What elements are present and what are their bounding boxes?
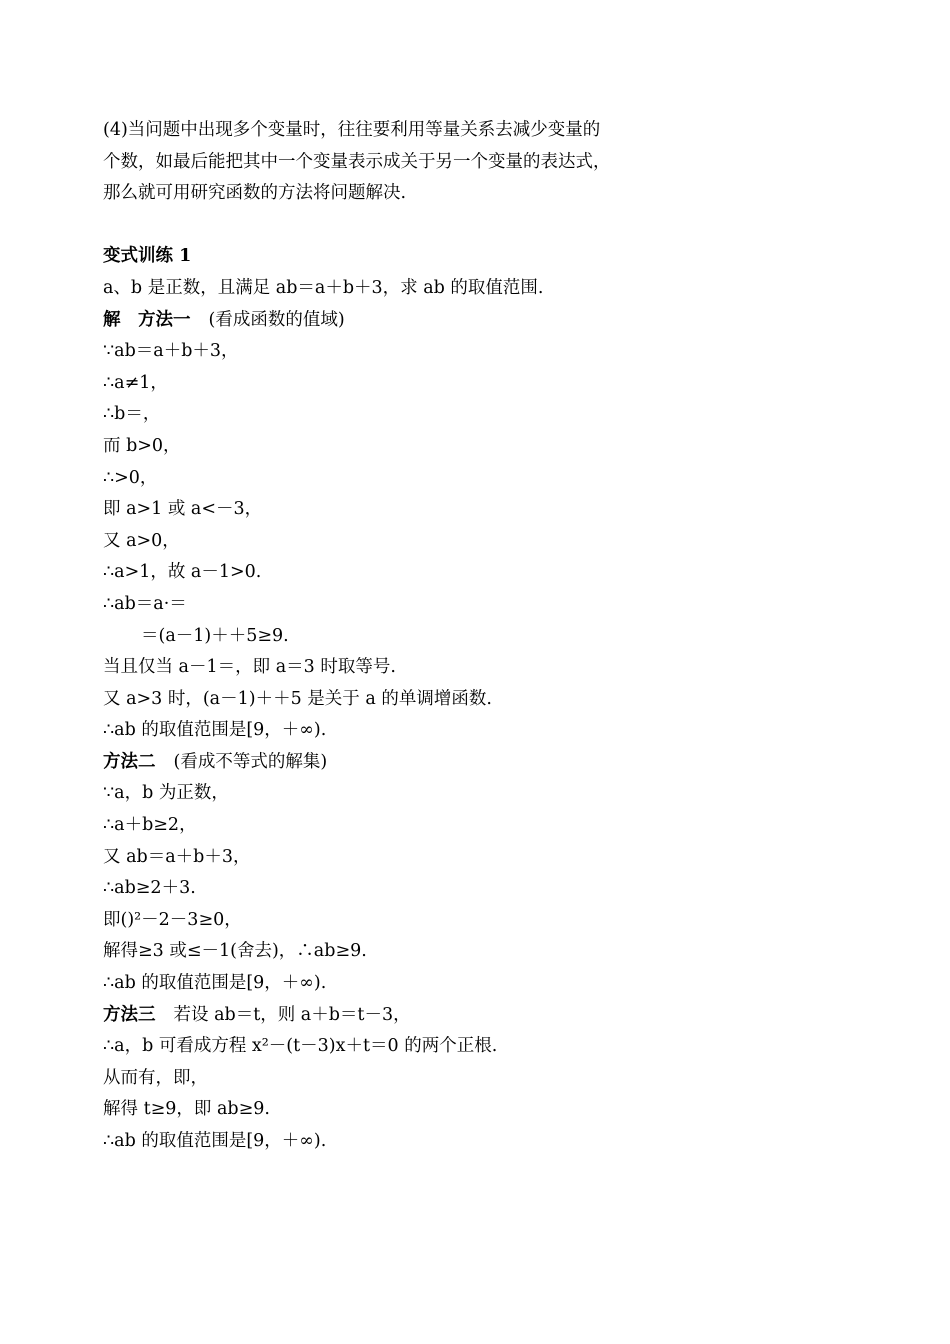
method2-line: ∵a，b 为正数， xyxy=(103,783,229,804)
method1-line: 即 a>1 或 a<－3， xyxy=(103,499,263,520)
method1-label: 解 方法一 xyxy=(103,309,191,330)
method2-note: (看成不等式的解集) xyxy=(173,751,328,772)
method1-note: (看成函数的值域) xyxy=(208,309,345,330)
method1-line: 而 b>0， xyxy=(103,435,181,456)
method1-line: ∴b＝， xyxy=(103,404,161,425)
method3-header xyxy=(103,1000,663,1032)
method3-label: 方法三 xyxy=(103,1004,156,1025)
paragraph-line-2: 个数，如最后能把其中一个变量表示成关于另一个变量的表达式， xyxy=(103,151,611,172)
method3-line: ∴a，b 可看成方程 x²－(t－3)x＋t＝0 的两个正根. xyxy=(103,1036,498,1057)
method1-line: 当且仅当 a－1＝，即 a＝3 时取等号. xyxy=(103,657,396,678)
method1-line: ∴ab 的取值范围是[9，＋∞). xyxy=(103,720,327,741)
method2-line: ∴ab≥2＋3. xyxy=(103,878,196,899)
method1-line: ∴>0， xyxy=(103,467,158,488)
method1-line: ∵ab＝a＋b＋3， xyxy=(103,341,239,362)
paragraph-line-1: (4)当问题中出现多个变量时，往往要利用等量关系去减少变量的 xyxy=(103,120,601,140)
method2-line: ∴ab 的取值范围是[9，＋∞). xyxy=(103,973,327,994)
method2-line: ∴a＋b≥2， xyxy=(103,815,197,836)
method2-line: 又 ab＝a＋b＋3， xyxy=(103,846,251,867)
method2-label: 方法二 xyxy=(103,751,156,772)
method2-line: 解得≥3 或≤－1(舍去)，∴ab≥9. xyxy=(103,941,367,962)
exercise-heading: 变式训练 1 xyxy=(103,246,192,267)
method1-line: 又 a>0， xyxy=(103,530,180,551)
method2-line: 即()²－2－3≥0， xyxy=(103,909,242,930)
document-page xyxy=(103,115,663,1158)
method3-note: 若设 ab＝t，则 a＋b＝t－3， xyxy=(173,1004,411,1025)
paragraph-line-3: 那么就可用研究函数的方法将问题解决. xyxy=(103,183,407,204)
method1-line: 又 a>3 时，(a－1)＋＋5 是关于 a 的单调增函数. xyxy=(103,688,492,709)
method2-header xyxy=(103,747,663,779)
method1-line-indented: ＝(a－1)＋＋5≥9. xyxy=(141,625,289,646)
method3-line: 解得 t≥9，即 ab≥9. xyxy=(103,1099,270,1120)
method3-line: ∴ab 的取值范围是[9，＋∞). xyxy=(103,1131,327,1151)
method1-header xyxy=(103,305,663,337)
method1-line: ∴ab＝a·＝ xyxy=(103,593,187,614)
method3-line: 从而有，即， xyxy=(103,1067,208,1088)
method1-line: ∴a≠1， xyxy=(103,372,168,393)
method1-line: ∴a>1，故 a－1>0. xyxy=(103,562,262,583)
exercise-problem: a、b 是正数，且满足 ab＝a＋b＋3，求 ab 的取值范围. xyxy=(103,277,544,298)
spacer xyxy=(103,210,663,242)
